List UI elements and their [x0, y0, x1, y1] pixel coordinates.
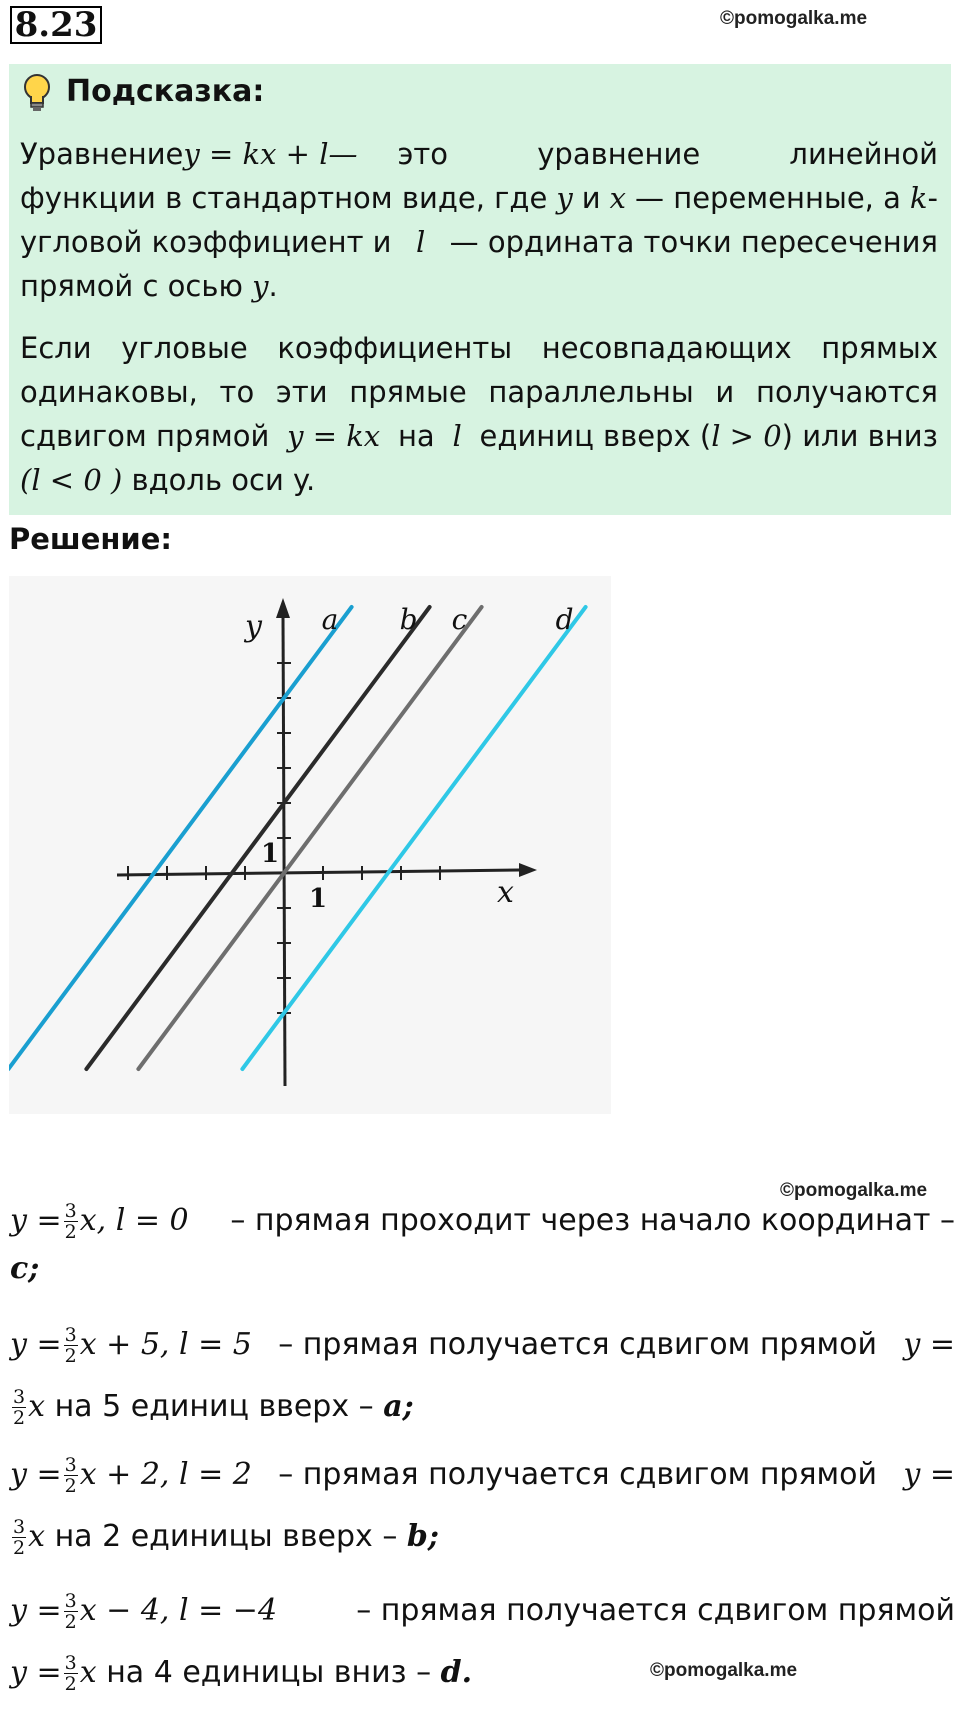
solution-line-c: y = $\frac{3}{2}$ x, l = 0 – прямая проходит через начало координат – c;	[10, 1200, 955, 1286]
solution-line-a: y = $\frac{3}{2}$ x + 5, l = 5 – прямая получается сдвигом прямой y = $\frac{3}{2}$ x на 5 единиц вверх – a ;	[10, 1324, 955, 1429]
graph-line-label-b: b	[399, 603, 418, 636]
graph-line-label-a: a	[321, 603, 339, 636]
solution-line-d: y = $\frac{3}{2}$ x − 4, l = −4 – прямая получается сдвигом прямой y = $\frac{3}{2}$ x на 4 единицы вниз – d .	[10, 1590, 955, 1695]
y-axis-label: y	[245, 609, 262, 644]
graph-line-label-d: d	[555, 603, 574, 636]
hint-paragraph-1: Уравнение y = kx + l— это уравнение линейной функции в стандартном виде, где y и x — переменные, а k- угловой коэффициент и l — ордината точки пересечения прямой с осью y.	[20, 137, 938, 303]
graph-line-c	[138, 607, 481, 1069]
y-unit-label: 1	[261, 839, 280, 869]
watermark-top: ©pomogalka.me	[720, 8, 868, 29]
x-axis-label: x	[497, 875, 514, 910]
graph-line-a	[9, 607, 352, 1069]
graph-line-d	[242, 607, 585, 1069]
problem-number: 8.23	[10, 6, 102, 44]
hint-paragraph-2: Если угловые коэффициенты несовпадающих прямых одинаковы, то эти прямые параллельны и получаются сдвигом прямой y = kx на l единиц вверх (l > 0) или вниз (l < 0 ) вдоль оси y.	[20, 331, 938, 497]
hint-title: Подсказка:	[66, 74, 265, 109]
graph-line-b	[86, 607, 429, 1069]
x-axis	[117, 870, 519, 875]
x-axis-arrow	[519, 863, 537, 877]
solution-title: Решение:	[9, 522, 173, 556]
graph-line-label-c: c	[451, 603, 468, 636]
lightbulb-icon	[20, 72, 54, 114]
solution-line-b: y = $\frac{3}{2}$ x + 2, l = 2 – прямая получается сдвигом прямой y = $\frac{3}{2}$ x на 2 единицы вверх – b ;	[10, 1454, 955, 1559]
watermark-bottom: ©pomogalka.me	[650, 1660, 798, 1681]
watermark-middle: ©pomogalka.me	[780, 1180, 928, 1201]
linear-functions-graph	[9, 576, 611, 1114]
y-axis-arrow	[276, 598, 290, 618]
x-unit-label: 1	[309, 884, 328, 914]
